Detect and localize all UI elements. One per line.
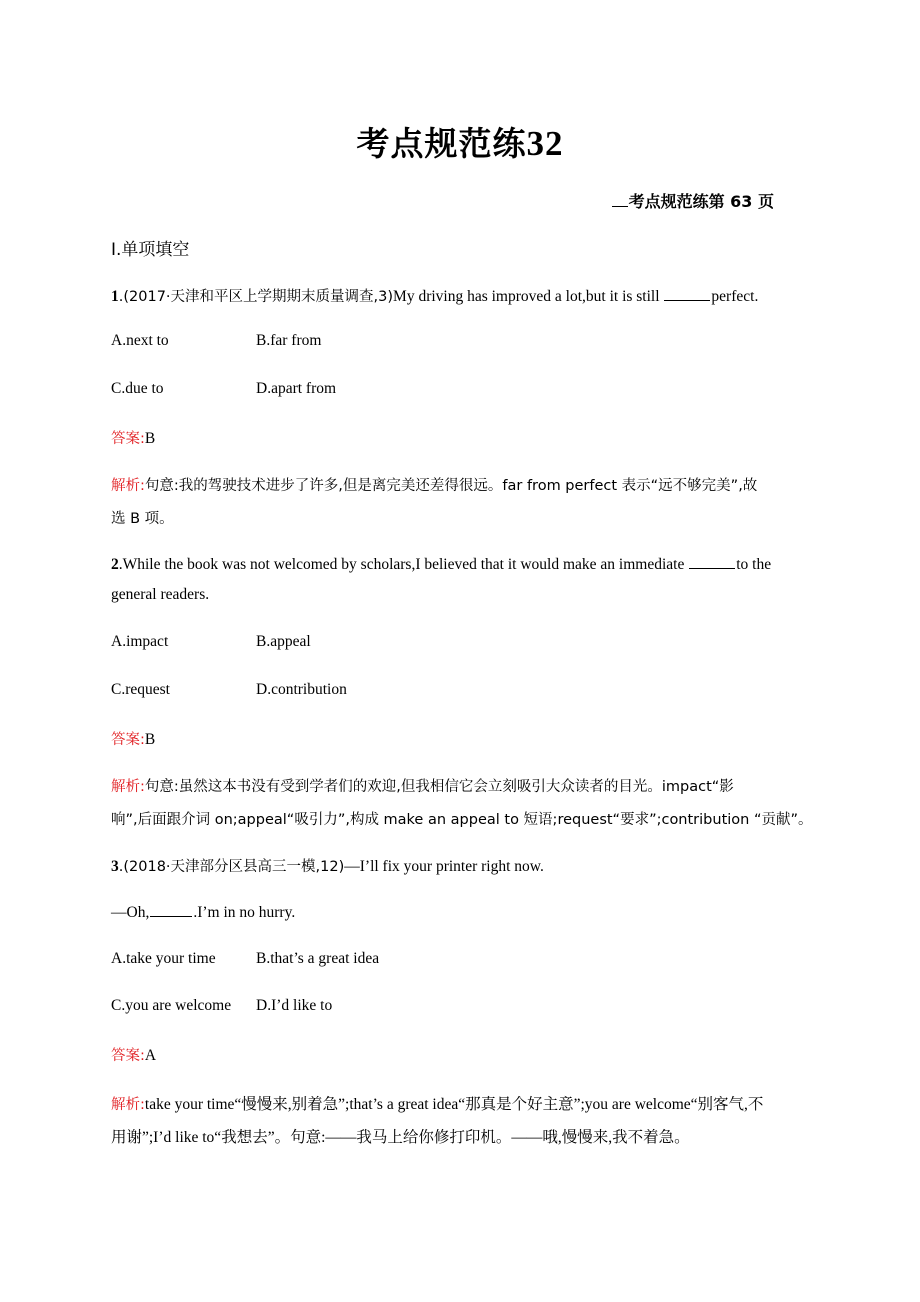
q2-analysis-line1: [111, 775, 734, 796]
q1-blank: [664, 286, 710, 301]
q3-analysis-text: take your time“慢慢来,别着急”;that’s a great idea“那真是个好主意”;you are welcome“别客气,不: [144, 1096, 764, 1113]
q3-answer-value: A: [144, 1047, 157, 1064]
q2-analysis-text: 句意:虽然这本书没有受到学者们的欢迎,但我相信它会立刻吸引大众读者的目光。impact“影: [144, 779, 734, 795]
q2-stem: [111, 554, 771, 574]
q2-answer-label: 答案:: [111, 732, 145, 748]
q1-option-d: D.apart from: [256, 380, 337, 397]
q2-option-d: D.contribution: [256, 681, 347, 698]
q1-source: .(2017·天津和平区上学期期末质量调查,3): [118, 289, 394, 305]
q3-option-a: A.take your time: [111, 950, 216, 967]
section-heading: Ⅰ.单项填空: [111, 240, 190, 260]
q3-answer: [111, 1044, 156, 1065]
q1-answer-value: B: [144, 430, 156, 447]
q3-option-d: D.I’d like to: [256, 997, 333, 1014]
title-number: 32: [526, 124, 564, 163]
page-title: [0, 118, 920, 165]
q3-analysis-line1: [111, 1092, 763, 1114]
page-reference: [612, 189, 774, 212]
q3-stem-line2: [111, 902, 295, 922]
q2-option-c: C.request: [111, 681, 170, 698]
q3-blank: [150, 902, 192, 917]
q2-option-a: A.impact: [111, 633, 169, 650]
q3-analysis-line2: 用谢”;I’d like to“我想去”。句意:——我马上给你修打印机。——哦,慢慢来,我不着急。: [111, 1129, 690, 1146]
q3-source: .(2018·天津部分区县高三一模,12): [118, 859, 345, 875]
q2-stem-line2: general readers.: [111, 586, 210, 603]
q3-stem-b1: —Oh,: [111, 904, 150, 921]
q2-number: 2: [111, 556, 119, 573]
q1-answer-label: 答案:: [111, 431, 145, 447]
q1-answer: [111, 427, 155, 448]
q3-number: 3: [111, 858, 119, 875]
q1-analysis-line1: [111, 474, 757, 495]
q1-option-b: B.far from: [256, 332, 322, 349]
q2-answer-value: B: [144, 731, 156, 748]
q3-analysis-label: 解析:: [111, 1097, 145, 1113]
q3-option-c: C.you are welcome: [111, 997, 232, 1014]
q2-answer: [111, 728, 155, 749]
q1-number: 1: [111, 288, 119, 305]
q2-option-b: B.appeal: [256, 633, 311, 650]
q2-stem-end: to the: [736, 556, 772, 573]
q1-option-a: A.next to: [111, 332, 169, 349]
q1-analysis-line2: 选 B 项。: [111, 511, 174, 527]
q3-answer-label: 答案:: [111, 1048, 145, 1064]
q1-stem: [111, 285, 758, 306]
q2-analysis-label: 解析:: [111, 779, 145, 795]
reference-underline: [612, 192, 628, 207]
q2-blank: [689, 554, 735, 569]
q3-option-b: B.that’s a great idea: [256, 950, 380, 967]
q3-stem-text: —I’ll fix your printer right now.: [344, 858, 544, 875]
q3-stem: [111, 855, 544, 876]
q1-analysis-label: 解析:: [111, 478, 145, 494]
title-text: 考点规范练: [356, 124, 527, 163]
q2-analysis-line2: 响”,后面跟介词 on;appeal“吸引力”,构成 make an appeal to 短语;request“要求”;contribution “贡献”。: [111, 812, 813, 828]
q2-stem-text: .While the book was not welcomed by scholars,I believed that it would make an immediate: [118, 556, 689, 573]
q1-option-c: C.due to: [111, 380, 164, 397]
reference-label: 考点规范练第 63 页: [628, 192, 774, 211]
q1-analysis-text: 句意:我的驾驶技术进步了许多,但是离完美还差得很远。far from perfect 表示“远不够完美”,故: [144, 478, 758, 494]
q1-stem-text: My driving has improved a lot,but it is still: [393, 288, 664, 305]
q3-stem-b2: .I’m in no hurry.: [193, 904, 296, 921]
q1-stem-end: perfect.: [711, 288, 759, 305]
